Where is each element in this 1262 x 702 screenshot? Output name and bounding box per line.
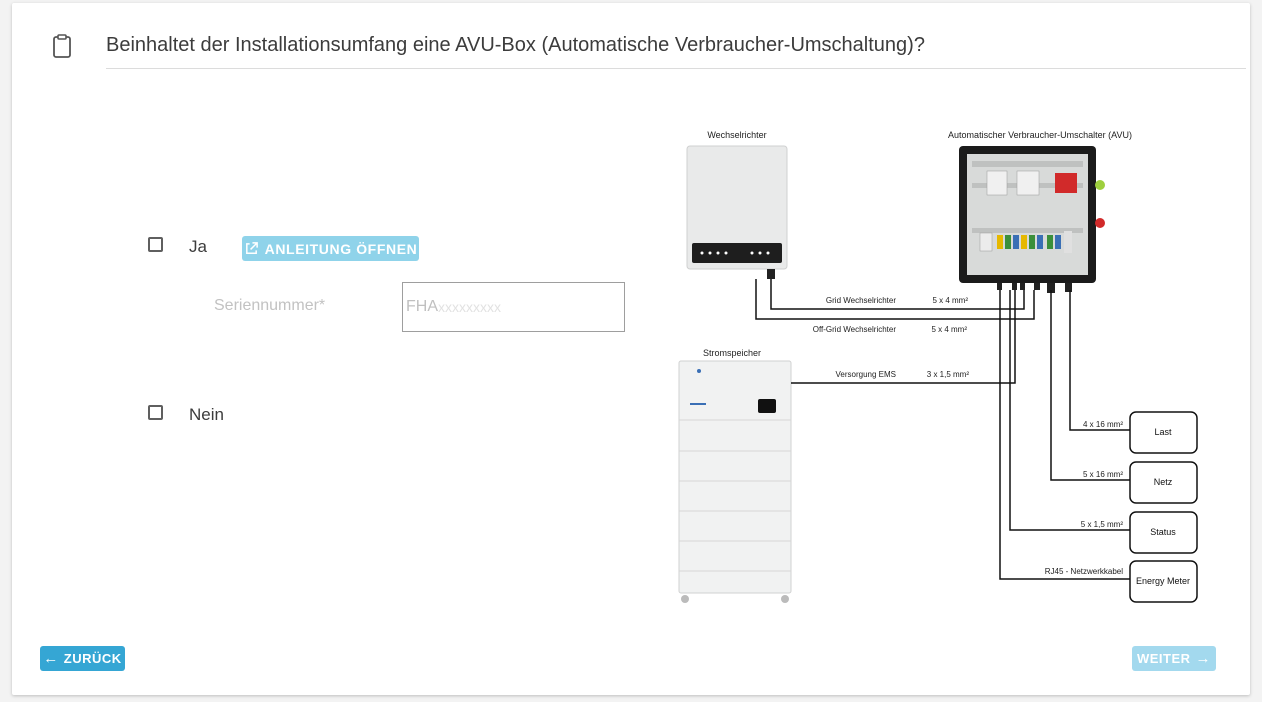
open-manual-button[interactable] bbox=[242, 236, 419, 261]
clipboard-icon bbox=[52, 34, 72, 58]
output-spec-energy-meter: RJ45 - Netzwerkkabel bbox=[1044, 567, 1123, 576]
line-spec-offgrid: 5 x 4 mm² bbox=[931, 325, 967, 334]
no-checkbox[interactable] bbox=[148, 405, 163, 420]
next-button-label: WEITER bbox=[1136, 651, 1191, 666]
yes-checkbox[interactable] bbox=[148, 237, 163, 252]
no-label[interactable]: Nein bbox=[189, 405, 224, 424]
output-label-status: Status bbox=[1150, 527, 1176, 537]
avu-wiring-diagram bbox=[672, 123, 1212, 613]
external-link-icon bbox=[244, 241, 259, 256]
output-spec-netz: 5 x 16 mm² bbox=[1082, 470, 1123, 479]
inverter-label: Wechselrichter bbox=[707, 130, 767, 140]
question-card bbox=[12, 3, 1250, 695]
arrow-left-icon: ← bbox=[43, 650, 59, 667]
output-label-last: Last bbox=[1154, 427, 1172, 437]
line-label-grid: Grid Wechselrichter bbox=[825, 296, 896, 305]
line-label-offgrid: Off-Grid Wechselrichter bbox=[812, 325, 896, 334]
storage-unit bbox=[679, 361, 791, 593]
serial-number-label: Seriennummer* bbox=[214, 297, 326, 314]
line-spec-ems: 3 x 1,5 mm² bbox=[926, 370, 969, 379]
output-spec-status: 5 x 1,5 mm² bbox=[1080, 520, 1123, 529]
serial-prefix: FHA bbox=[406, 298, 438, 315]
back-button[interactable] bbox=[40, 646, 125, 671]
output-label-netz: Netz bbox=[1153, 477, 1173, 487]
storage-label: Stromspeicher bbox=[702, 348, 762, 358]
output-spec-last: 4 x 16 mm² bbox=[1082, 420, 1123, 429]
serial-placeholder: xxxxxxxxx bbox=[438, 299, 501, 315]
arrow-right-icon: → bbox=[1195, 650, 1212, 667]
avu-label: Automatischer Verbraucher-Umschalter (AVU) bbox=[948, 130, 1132, 140]
output-label-energy-meter: Energy Meter bbox=[1135, 576, 1191, 586]
line-label-ems: Versorgung EMS bbox=[835, 370, 896, 379]
yes-label[interactable]: Ja bbox=[189, 237, 207, 256]
serial-number-input[interactable] bbox=[402, 282, 625, 332]
next-button[interactable] bbox=[1132, 646, 1216, 671]
question-title: Beinhaltet der Installationsumfang eine AVU-Box (Automatische Verbraucher-Umschaltung)? bbox=[106, 34, 925, 56]
open-manual-label: ANLEITUNG ÖFFNEN bbox=[264, 240, 418, 257]
line-spec-grid: 5 x 4 mm² bbox=[932, 296, 968, 305]
title-divider bbox=[106, 68, 1246, 69]
back-button-label: ZURÜCK bbox=[63, 651, 122, 666]
